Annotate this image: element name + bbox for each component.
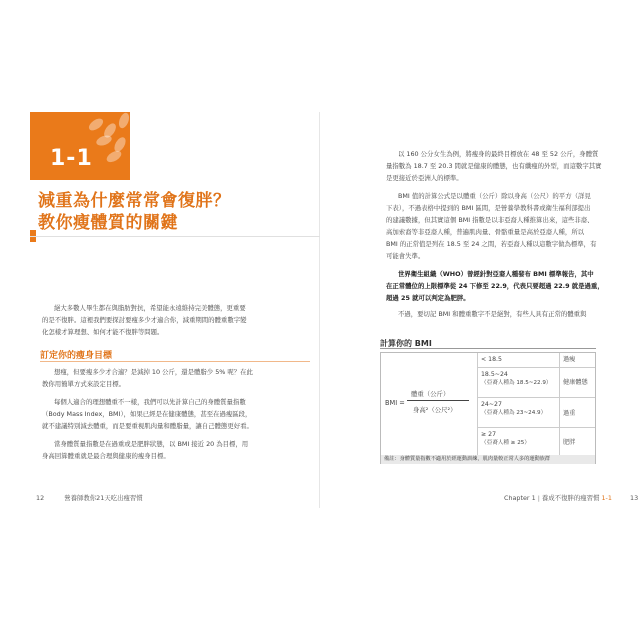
body-line: 就不建議特別減去體重，而是要重視肌肉量和體脂量，讓自己體態更好看。 [42, 422, 253, 430]
bmi-range-cell [481, 430, 557, 454]
body-line: 是更接近於亞洲人的標準。 [386, 174, 463, 182]
highlight-line: 世界衛生組織（WHO）曾經針對亞裔人種發布 BMI 標準報告，其中 [398, 270, 594, 278]
bmi-table-title-rule [380, 348, 596, 349]
body-line: 以 160 公分女生為例，將瘦身的最終目標放在 48 至 52 公斤，身體質 [398, 150, 599, 158]
formula-denominator: 身高²（公尺²） [413, 406, 457, 414]
table-divider [559, 353, 560, 455]
bmi-range: 18.5~24 [481, 371, 508, 378]
bmi-range-cell [481, 370, 557, 396]
body-line: 量指數為 18.7 至 20.3 間就是健康的體態，也有纖瘦的外型，而這數字其實 [386, 162, 602, 170]
book-title: 營養師教你21天吃出瘦習慣 [64, 494, 143, 502]
bmi-table-title: 計算你的 BMI [380, 339, 432, 348]
body-line: 想瘦，但要瘦多少才合適？是減掉 10 公斤，還是體脂少 5% 呢？在此 [54, 368, 253, 376]
body-line: 教你用簡單方式來設定目標。 [42, 380, 126, 388]
formula-numerator: 體重（公斤） [411, 390, 450, 398]
bmi-range: 24~27 [481, 401, 502, 408]
page-title-line2: 教你瘦體質的關鍵 [38, 213, 178, 233]
body-line: 身高回算體重就是最合理與健康的瘦身目標。 [42, 452, 170, 460]
body-line: 當身體質量指數是在過重或是肥胖狀態，以 BMI 接近 20 為目標，用 [54, 440, 249, 448]
highlight-line: 超過 25 就可以判定為肥胖。 [386, 294, 470, 302]
bmi-category: 過瘦 [563, 356, 576, 363]
body-line: （Body Mass Index，BMI），如果已經是在健康體態，甚至在過瘦區段， [42, 410, 252, 418]
section-heading: 訂定你的瘦身目標 [40, 351, 113, 361]
footer-separator: | [537, 494, 540, 502]
footer-section: 1-1 [601, 494, 612, 502]
bmi-table-note: 備註：身體質量指數不適用於經運動訓練，肌肉量較正常人多的運動族群 [381, 455, 595, 464]
table-row-rule [477, 367, 595, 368]
leaf-decoration-icon [87, 116, 105, 133]
bmi-category: 健康體態 [563, 379, 588, 386]
table-divider [477, 353, 478, 455]
left-footer [36, 493, 143, 502]
table-row-rule [477, 397, 595, 398]
bmi-range-asian: （亞裔人種為 18.5~22.9） [481, 380, 552, 386]
page-number: 13 [630, 494, 639, 502]
right-page [320, 112, 639, 508]
highlight-line: 在正常體位的上限標準從 24 下修至 22.9，代表只要超過 22.9 就是過重， [386, 282, 604, 290]
leaf-decoration-icon [95, 134, 113, 148]
chapter-badge [30, 112, 130, 180]
table-row-rule [477, 427, 595, 428]
formula-bmi-label: BMI = [385, 399, 405, 407]
title-divider [30, 236, 320, 237]
bmi-category: 肥胖 [563, 439, 576, 446]
body-line: 每個人適合的理想體重不一樣，我們可以先計算自己的身體質量指數 [54, 398, 246, 406]
footer-chapter: Chapter 1 [504, 494, 536, 502]
bmi-table [380, 352, 596, 464]
body-line: 下表），不過表格中提到的 BMI 區間，是營養學教科書或衛生福利部提出 [386, 204, 591, 212]
bmi-range-asian: （亞裔人種 ≥ 25） [481, 440, 530, 446]
bmi-range: < 18.5 [481, 356, 502, 363]
body-line: 高加索裔等非亞裔人種，普遍肌肉量、骨骼重量是高於亞裔人種，所以 [386, 228, 585, 236]
section-heading-rule [40, 361, 310, 362]
page-number: 12 [36, 494, 45, 502]
bmi-category: 過重 [563, 410, 576, 417]
bmi-range-asian: （亞裔人種為 23~24.9） [481, 410, 547, 416]
chapter-number: 1-1 [50, 146, 93, 171]
leaf-decoration-icon [105, 149, 123, 165]
intro-line: 絕大多數人畢生都在與脂肪對抗，希望能永遠維持完美體態，更重要 [54, 304, 246, 312]
body-line: BMI 的正常值是列在 18.5 至 24 之間，若亞裔人種以這數字做為標準，有 [386, 240, 597, 248]
left-page [30, 112, 320, 508]
right-footer [504, 493, 638, 502]
body-line: 的建議數據，但其實這個 BMI 指數是以非亞裔人種推算出來，這些非裔、 [386, 216, 594, 224]
leaf-decoration-icon [117, 112, 130, 130]
bmi-formula-cell [381, 353, 477, 455]
body-line: BMI 值的計算公式是以體重（公斤）除以身高（公尺）的平方（詳見 [398, 192, 591, 200]
bmi-range-cell [481, 400, 557, 426]
intro-line: 化怎樣才算理想、如何才能不復胖等問題。 [42, 328, 164, 336]
page-title-line1: 減重為什麼常常會復胖？ [38, 191, 231, 211]
body-line: 可能會失準。 [386, 252, 425, 260]
intro-line: 的是不復胖。這裡我們要探討要瘦多少才適合你，減重期間的體重數字變 [42, 316, 247, 324]
formula-fraction-bar [407, 400, 469, 401]
body-line: 不過，要切記 BMI 和體重數字不是絕對，有些人具有正常的體重與 [398, 310, 587, 318]
book-spread [30, 112, 639, 508]
bmi-range: ≥ 27 [481, 431, 497, 438]
footer-title: 養成不復胖的瘦習慣 [541, 494, 600, 502]
